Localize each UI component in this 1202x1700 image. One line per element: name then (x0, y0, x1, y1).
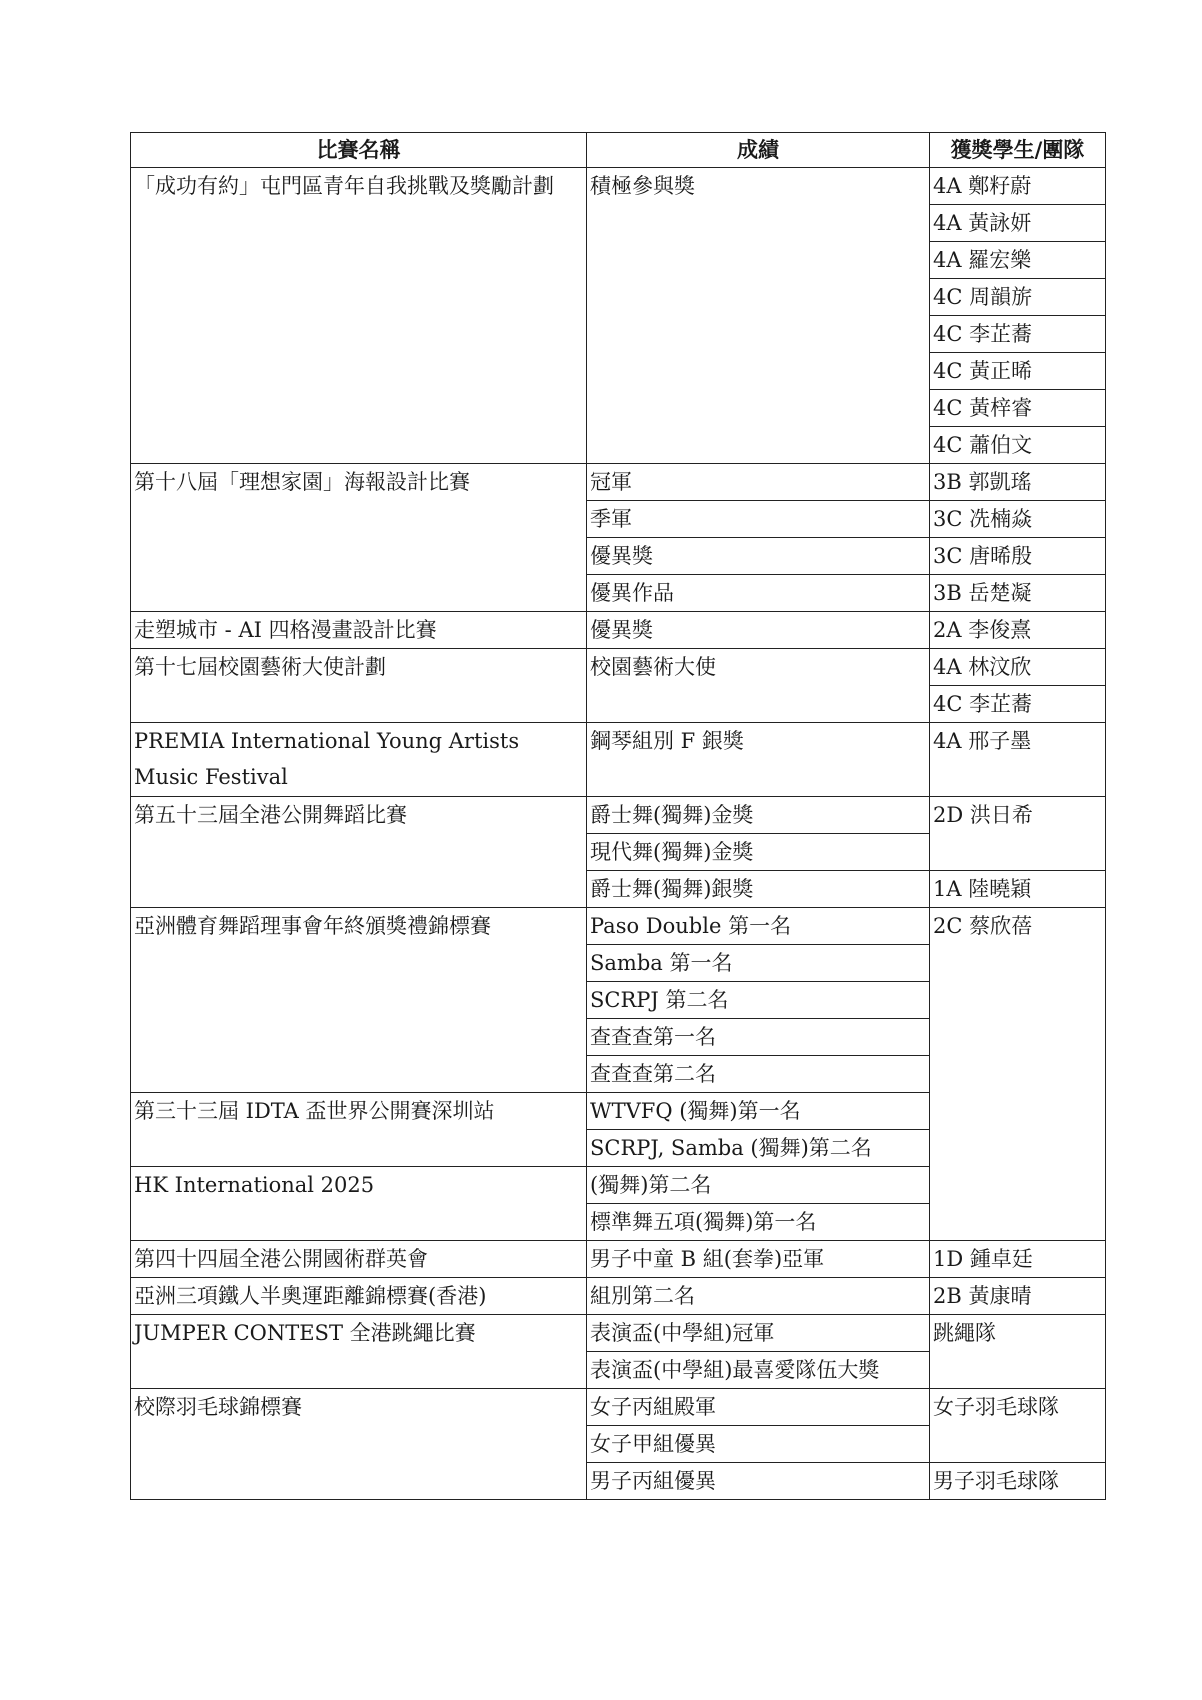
table-row (131, 168, 1106, 205)
winner-cell: 1D 鍾卓廷 (930, 1241, 1106, 1278)
result-cell: 爵士舞(獨舞)銀獎 (587, 871, 930, 908)
winner-cell: 4A 林汶欣 (930, 649, 1106, 686)
table-row (131, 649, 1106, 686)
result-cell: 男子中童 B 組(套拳)亞軍 (587, 1241, 930, 1278)
table-row (131, 797, 1106, 834)
competition-name: 第四十四屆全港公開國術群英會 (131, 1241, 587, 1278)
winner-cell: 2C 蔡欣蓓 (930, 908, 1106, 1241)
result-cell: 現代舞(獨舞)金獎 (587, 834, 930, 871)
result-cell: 優異獎 (587, 612, 930, 649)
winner-cell: 4C 周韻旂 (930, 279, 1106, 316)
result-cell: 查查查第二名 (587, 1056, 930, 1093)
result-cell: SCRPJ, Samba (獨舞)第二名 (587, 1130, 930, 1167)
winner-cell: 2A 李俊熹 (930, 612, 1106, 649)
result-cell: 女子丙組殿軍 (587, 1389, 930, 1426)
table-row (131, 908, 1106, 945)
competition-name: 「成功有約」屯門區青年自我挑戰及獎勵計劃 (131, 168, 587, 464)
table-row (131, 1241, 1106, 1278)
header-competition: 比賽名稱 (131, 133, 587, 168)
result-cell: 爵士舞(獨舞)金獎 (587, 797, 930, 834)
winner-cell: 女子羽毛球隊 (930, 1389, 1106, 1463)
competition-name: 第十八屆「理想家園」海報設計比賽 (131, 464, 587, 612)
winner-cell: 4A 邢子墨 (930, 723, 1106, 797)
result-cell: 積極參與獎 (587, 168, 930, 464)
result-cell: 組別第二名 (587, 1278, 930, 1315)
winner-cell: 2B 黃康晴 (930, 1278, 1106, 1315)
competition-name: 第三十三屆 IDTA 盃世界公開賽深圳站 (131, 1093, 587, 1167)
result-cell: WTVFQ (獨舞)第一名 (587, 1093, 930, 1130)
winner-cell: 跳繩隊 (930, 1315, 1106, 1389)
winner-cell: 1A 陸曉穎 (930, 871, 1106, 908)
table-row (131, 1389, 1106, 1426)
result-cell: 女子甲組優異 (587, 1426, 930, 1463)
winner-cell: 4A 鄭籽蔚 (930, 168, 1106, 205)
competition-name: HK International 2025 (131, 1167, 587, 1241)
winner-cell: 4C 黃正晞 (930, 353, 1106, 390)
winner-cell: 2D 洪日希 (930, 797, 1106, 871)
table-row (131, 464, 1106, 501)
result-cell: 表演盃(中學組)冠軍 (587, 1315, 930, 1352)
winner-cell: 4A 黃詠妍 (930, 205, 1106, 242)
awards-table (130, 132, 1106, 1500)
result-cell: 冠軍 (587, 464, 930, 501)
result-cell: (獨舞)第二名 (587, 1167, 930, 1204)
table-row (131, 612, 1106, 649)
header-winner: 獲獎學生/團隊 (930, 133, 1106, 168)
result-cell: 標準舞五項(獨舞)第一名 (587, 1204, 930, 1241)
competition-name: JUMPER CONTEST 全港跳繩比賽 (131, 1315, 587, 1389)
winner-cell: 3B 郭凱瑤 (930, 464, 1106, 501)
winner-cell: 3C 冼楠焱 (930, 501, 1106, 538)
result-cell: 優異獎 (587, 538, 930, 575)
result-cell: SCRPJ 第二名 (587, 982, 930, 1019)
competition-name: 校際羽毛球錦標賽 (131, 1389, 587, 1500)
result-cell: 鋼琴組別 F 銀獎 (587, 723, 930, 797)
result-cell: Paso Double 第一名 (587, 908, 930, 945)
result-cell: Samba 第一名 (587, 945, 930, 982)
winner-cell: 4C 蕭伯文 (930, 427, 1106, 464)
result-cell: 男子丙組優異 (587, 1463, 930, 1500)
winner-cell: 3C 唐晞殷 (930, 538, 1106, 575)
result-cell: 優異作品 (587, 575, 930, 612)
winner-cell: 3B 岳楚凝 (930, 575, 1106, 612)
competition-name: 亞洲三項鐵人半奧運距離錦標賽(香港) (131, 1278, 587, 1315)
table-row (131, 1315, 1106, 1352)
result-cell: 查查查第一名 (587, 1019, 930, 1056)
table-row (131, 723, 1106, 797)
result-cell: 校園藝術大使 (587, 649, 930, 723)
table-header-row (131, 133, 1106, 168)
winner-cell: 4A 羅宏樂 (930, 242, 1106, 279)
header-result: 成績 (587, 133, 930, 168)
table-row (131, 1278, 1106, 1315)
result-cell: 季軍 (587, 501, 930, 538)
winner-cell: 4C 李芷蕎 (930, 686, 1106, 723)
result-cell: 表演盃(中學組)最喜愛隊伍大獎 (587, 1352, 930, 1389)
winner-cell: 4C 黃梓睿 (930, 390, 1106, 427)
competition-name: PREMIA International Young Artists Music Festival (131, 723, 587, 797)
winner-cell: 男子羽毛球隊 (930, 1463, 1106, 1500)
winner-cell: 4C 李芷蕎 (930, 316, 1106, 353)
competition-name: 亞洲體育舞蹈理事會年終頒獎禮錦標賽 (131, 908, 587, 1093)
competition-name: 第五十三屆全港公開舞蹈比賽 (131, 797, 587, 908)
competition-name: 第十七屆校園藝術大使計劃 (131, 649, 587, 723)
competition-name: 走塑城市 - AI 四格漫畫設計比賽 (131, 612, 587, 649)
